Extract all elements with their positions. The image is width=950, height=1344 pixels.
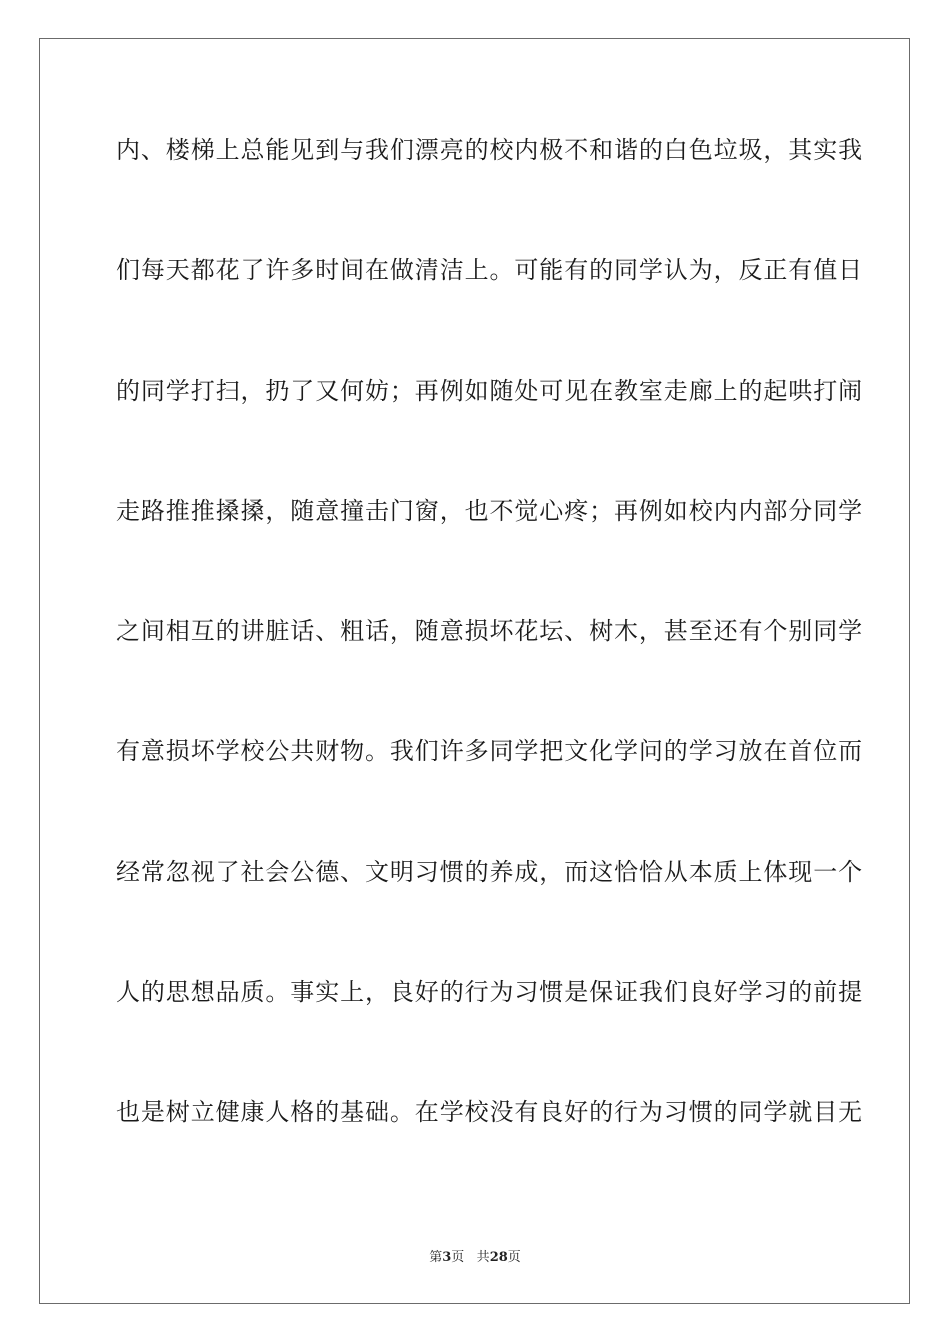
- text-line: 也是树立健康人格的基础。在学校没有良好的行为习惯的同学就目无: [116, 1098, 863, 1127]
- page-footer: [0, 1246, 950, 1265]
- total-pages: 28: [489, 1250, 508, 1265]
- text-line: 有意损坏学校公共财物。我们许多同学把文化学问的学习放在首位而: [116, 737, 863, 766]
- page-prefix: 第: [429, 1250, 443, 1265]
- text-line: 人的思想品质。事实上，良好的行为习惯是保证我们良好学习的前提: [116, 978, 863, 1007]
- text-line: 之间相互的讲脏话、粗话，随意损坏花坛、树木，甚至还有个别同学: [116, 617, 863, 646]
- text-line: 走路推推搡搡，随意撞击门窗，也不觉心疼；再例如校内内部分同学: [116, 496, 863, 525]
- text-line: 内、楼梯上总能见到与我们漂亮的校内极不和谐的白色垃圾，其实我: [116, 136, 863, 164]
- total-prefix: 共: [476, 1250, 490, 1265]
- text-line: 的同学打扫，扔了又何妨；再例如随处可见在教室走廊上的起哄打闹: [116, 376, 863, 405]
- text-line: 们每天都花了许多时间在做清洁上。可能有的同学认为，反正有值日: [116, 256, 863, 285]
- page-number: 3: [442, 1250, 452, 1265]
- text-line: 经常忽视了社会公德、文明习惯的养成，而这恰恰从本质上体现一个: [116, 857, 863, 886]
- total-suffix: 页: [507, 1250, 521, 1265]
- body-text: [116, 130, 863, 1213]
- page-suffix: 页: [451, 1250, 465, 1265]
